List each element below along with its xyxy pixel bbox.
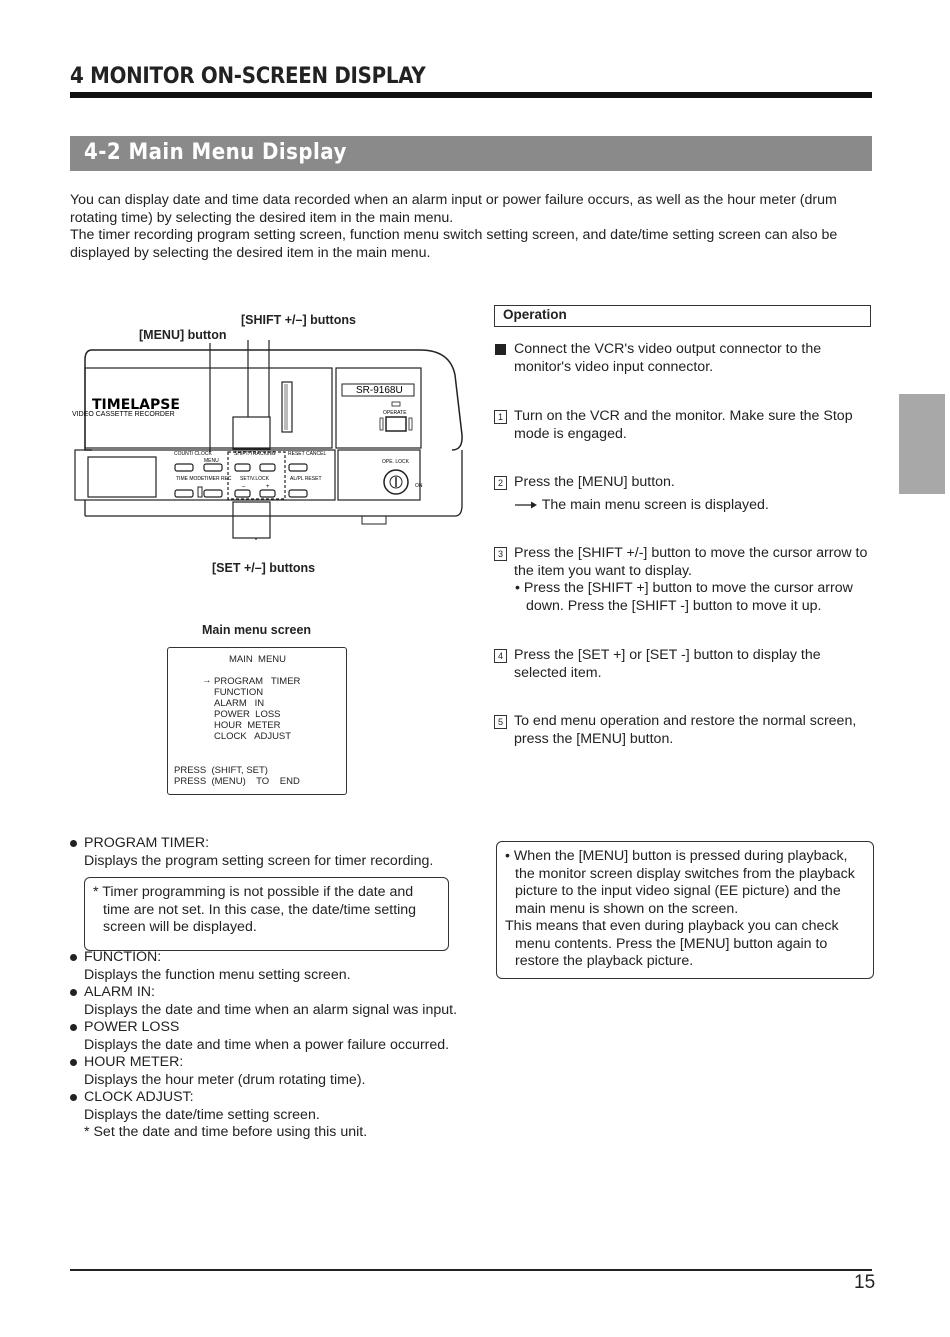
item-function bbox=[70, 949, 460, 984]
vcr-reset-cancel-label: RESET CANCEL bbox=[288, 451, 327, 457]
menu-button-callout: [MENU] button bbox=[139, 328, 227, 342]
operation-step-4 bbox=[494, 647, 874, 682]
operation-step-3 bbox=[494, 545, 874, 615]
menu-footer-line-1: PRESS (SHIFT, SET) bbox=[174, 765, 268, 776]
item-heading: ALARM IN: bbox=[70, 984, 460, 1002]
item-description: Displays the date and time when a power failure occurred. bbox=[84, 1036, 450, 1053]
operation-heading: Operation bbox=[503, 307, 567, 322]
square-bullet-icon bbox=[495, 344, 506, 355]
step-number: 4 bbox=[494, 649, 507, 663]
vcr-front-panel-illustration bbox=[70, 340, 475, 540]
main-menu-screen bbox=[167, 647, 347, 795]
operation-heading-box bbox=[494, 305, 871, 327]
playback-note-line-1: • When the [MENU] button is pressed during playback, the monitor screen display switches from the playback picture to the input video signal (EE picture) and the main menu is shown on the screen. bbox=[505, 848, 855, 917]
intro-paragraph-2: The timer recording program setting screen, function menu switch setting screen, and date/time setting screen can also be displayed by selecting the desired item in the main menu. bbox=[70, 227, 838, 261]
step-text: Press the [SHIFT +/-] button to move the cursor arrow to the item you want to display. bbox=[514, 545, 868, 579]
item-description: Displays the program setting screen for timer recording. bbox=[84, 852, 434, 869]
vcr-al-pl-reset-label: AL/PL RESET bbox=[290, 476, 322, 482]
section-title: 4 MONITOR ON-SCREEN DISPLAY bbox=[70, 64, 426, 89]
operation-step-2 bbox=[494, 474, 874, 514]
vcr-model-number: SR-9168U bbox=[356, 385, 403, 396]
page-number: 15 bbox=[854, 1272, 876, 1293]
vcr-timer-rec-label: TIMER REC bbox=[204, 476, 232, 482]
section-rule bbox=[70, 92, 872, 98]
menu-item: POWER LOSS bbox=[214, 709, 281, 720]
vcr-brand-logo: TIMELAPSE bbox=[92, 397, 180, 413]
playback-note-box bbox=[496, 841, 874, 979]
preliminary-text: Connect the VCR's video output connector to the monitor's video input connector. bbox=[514, 341, 822, 375]
vcr-set-plus-mark: + bbox=[266, 484, 270, 490]
step-subnote: • Press the [SHIFT +] button to move the cursor arrow down. Press the [SHIFT -] button to move it up. bbox=[515, 580, 853, 614]
step-result-text: The main menu screen is displayed. bbox=[541, 496, 769, 513]
item-clock-adjust bbox=[70, 1089, 460, 1142]
vcr-on-label: ON bbox=[415, 483, 423, 489]
menu-item: HOUR METER bbox=[214, 720, 281, 731]
operation-preliminary bbox=[494, 341, 874, 376]
item-note: * Set the date and time before using this unit. bbox=[84, 1124, 368, 1140]
program-timer-note: * Timer programming is not possible if the date and time are not set. In this case, the date/time setting screen will be displayed. bbox=[93, 884, 417, 935]
operation-step-1 bbox=[494, 408, 874, 443]
arrow-right-icon bbox=[514, 500, 538, 510]
menu-footer-line-2: PRESS (MENU) TO END bbox=[174, 776, 300, 787]
shift-buttons-callout: [SHIFT +/–] buttons bbox=[241, 313, 356, 327]
vcr-menu-label: MENU bbox=[204, 458, 219, 464]
item-alarm-in bbox=[70, 984, 460, 1019]
vcr-set-vlock-label: SET/V.LOCK bbox=[240, 476, 269, 482]
menu-item: FUNCTION bbox=[214, 687, 264, 698]
subsection-title: 4-2 Main Menu Display bbox=[84, 140, 347, 165]
main-menu-caption: Main menu screen bbox=[202, 623, 312, 637]
step-text: Turn on the VCR and the monitor. Make sure the Stop mode is engaged. bbox=[514, 408, 853, 442]
menu-item: ALARM IN bbox=[214, 698, 265, 709]
menu-cursor-arrow: → bbox=[202, 675, 212, 686]
item-program-timer bbox=[70, 835, 460, 870]
item-heading: POWER LOSS bbox=[70, 1019, 460, 1037]
step-text: Press the [SET +] or [SET -] button to display the selected item. bbox=[514, 647, 821, 681]
item-heading: FUNCTION: bbox=[70, 949, 460, 967]
step-number: 3 bbox=[494, 547, 507, 561]
step-text: To end menu operation and restore the normal screen, press the [MENU] button. bbox=[514, 713, 857, 747]
menu-item: PROGRAM TIMER bbox=[214, 676, 301, 687]
vcr-operate-label: OPERATE bbox=[383, 410, 407, 416]
playback-note-line-2: This means that even during playback you can check menu contents. Press the [MENU] button again to restore the playback picture. bbox=[505, 918, 839, 969]
step-text: Press the [MENU] button. bbox=[514, 474, 675, 490]
vcr-set-minus-mark: – bbox=[242, 484, 246, 490]
program-timer-note-box bbox=[84, 877, 449, 951]
item-description: Displays the function menu setting screen. bbox=[84, 966, 351, 983]
vcr-subtitle: VIDEO CASSETTE RECORDER bbox=[72, 411, 175, 418]
main-menu-title: MAIN MENU bbox=[229, 654, 286, 665]
item-heading: PROGRAM TIMER: bbox=[70, 835, 460, 853]
intro-paragraph-1: You can display date and time data recorded when an alarm input or power failure occurs, as well as the hour meter (drum rotating time) by selecting the desired item in the main menu. bbox=[70, 192, 837, 226]
item-power-loss bbox=[70, 1019, 460, 1054]
intro-text bbox=[70, 192, 870, 262]
footer-rule bbox=[70, 1269, 872, 1271]
vcr-ope-lock-label: OPE. LOCK bbox=[382, 459, 409, 465]
vcr-shift-tracking-label: SHIFT/TRACKING bbox=[234, 451, 276, 457]
item-list bbox=[70, 949, 460, 1142]
vcr-count-clock-label: COUNT/ CLOCK bbox=[174, 451, 212, 457]
item-description: Displays the date and time when an alarm signal was input. bbox=[84, 1001, 458, 1018]
vcr-time-mode-label: TIME MODE bbox=[176, 476, 205, 482]
chapter-side-tab bbox=[899, 394, 945, 494]
menu-item: CLOCK ADJUST bbox=[214, 731, 292, 742]
item-heading: HOUR METER: bbox=[70, 1054, 460, 1072]
item-description: Displays the hour meter (drum rotating time). bbox=[84, 1071, 366, 1088]
step-number: 2 bbox=[494, 476, 507, 490]
subsection-banner bbox=[70, 136, 872, 171]
item-description: Displays the date/time setting screen. bbox=[84, 1106, 320, 1123]
item-hour-meter bbox=[70, 1054, 460, 1089]
operation-step-5 bbox=[494, 713, 874, 748]
step-number: 5 bbox=[494, 715, 507, 729]
set-buttons-callout: [SET +/–] buttons bbox=[212, 561, 316, 575]
step-number: 1 bbox=[494, 410, 507, 424]
item-heading: CLOCK ADJUST: bbox=[70, 1089, 460, 1107]
step-result bbox=[514, 497, 874, 515]
